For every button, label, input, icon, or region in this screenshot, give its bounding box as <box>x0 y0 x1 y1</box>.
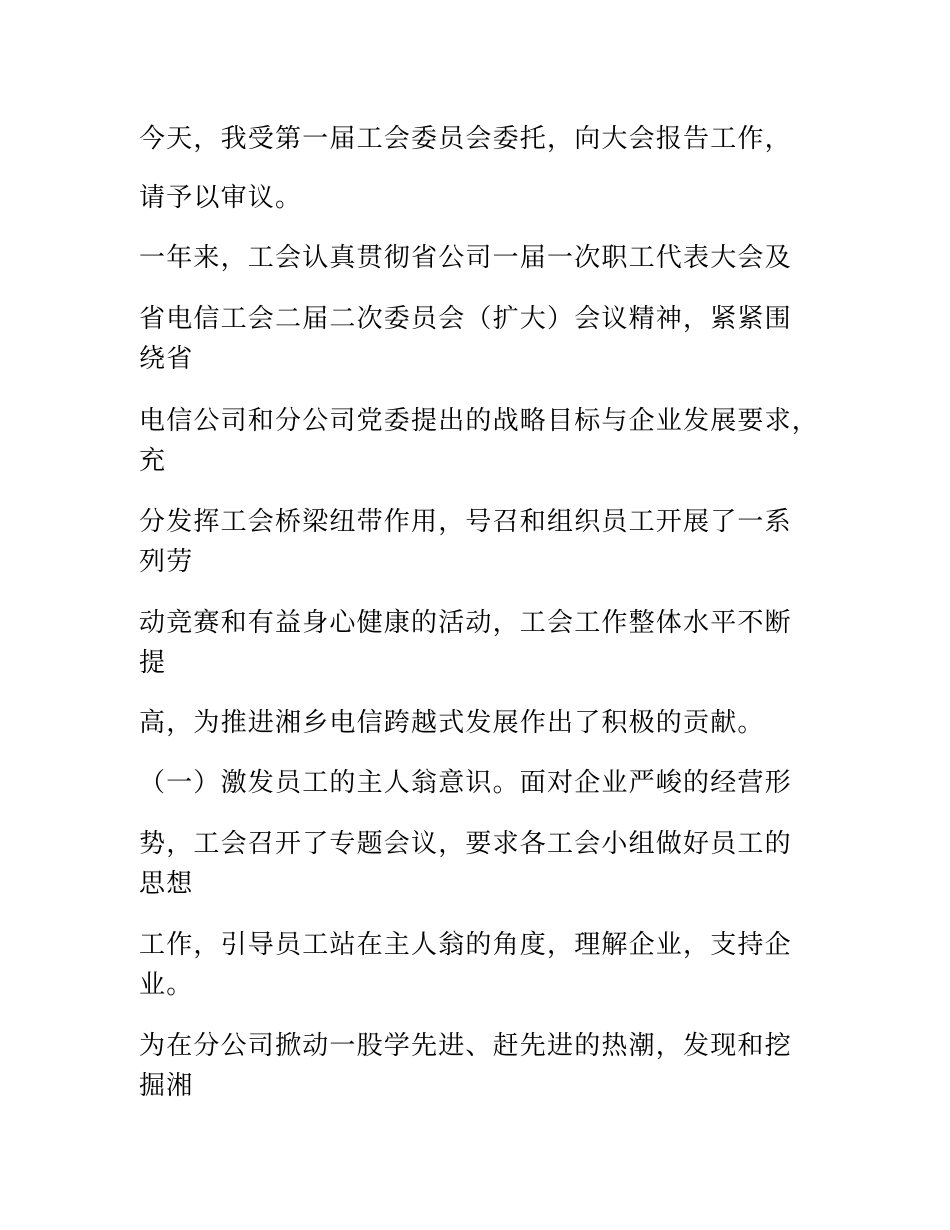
paragraph-7 <box>139 603 839 683</box>
text-line: 势，工会召开了专题会议，要求各工会小组做好员工的 <box>139 829 792 859</box>
text-line: 工作，引导员工站在主人翁的角度，理解企业，支持企 <box>139 930 792 960</box>
paragraph-11 <box>139 925 839 1005</box>
paragraph-6 <box>139 502 839 582</box>
paragraph-5 <box>139 401 839 481</box>
text-line: 绕省 <box>139 344 194 374</box>
paragraph-1 <box>139 119 839 159</box>
text-line: 请予以审议。 <box>139 183 303 213</box>
text-line: 为在分公司掀动一股学先进、赶先进的热潮，发现和挖 <box>139 1031 792 1061</box>
paragraph-8 <box>139 703 839 743</box>
text-line: 高，为推进湘乡电信跨越式发展作出了积极的贡献。 <box>139 708 765 738</box>
paragraph-2 <box>139 178 839 218</box>
text-line: 一年来，工会认真贯彻省公司一届一次职工代表大会及 <box>139 243 792 273</box>
text-line: 电信公司和分公司党委提出的战略目标与企业发展要求， <box>139 406 820 436</box>
text-line: 动竞赛和有益身心健康的活动，工会工作整体水平不断 <box>139 608 792 638</box>
text-line: 列劳 <box>139 547 194 577</box>
text-line: （一）激发员工的主人翁意识。面对企业严峻的经营形 <box>139 768 792 798</box>
text-line: 分发挥工会桥梁纽带作用，号召和组织员工开展了一系 <box>139 507 792 537</box>
paragraph-3 <box>139 238 839 278</box>
text-line: 提 <box>139 648 167 678</box>
text-line: 业。 <box>139 970 194 1000</box>
text-line: 掘湘 <box>139 1071 194 1101</box>
text-line: 充 <box>139 446 167 476</box>
paragraph-4 <box>139 299 839 379</box>
text-line: 今天，我受第一届工会委员会委托，向大会报告工作， <box>139 124 792 154</box>
text-line: 思想 <box>139 869 194 899</box>
paragraph-9 <box>139 763 839 803</box>
paragraph-12 <box>139 1026 839 1106</box>
text-line: 省电信工会二届二次委员会（扩大）会议精神，紧紧围 <box>139 304 792 334</box>
paragraph-10 <box>139 824 839 904</box>
